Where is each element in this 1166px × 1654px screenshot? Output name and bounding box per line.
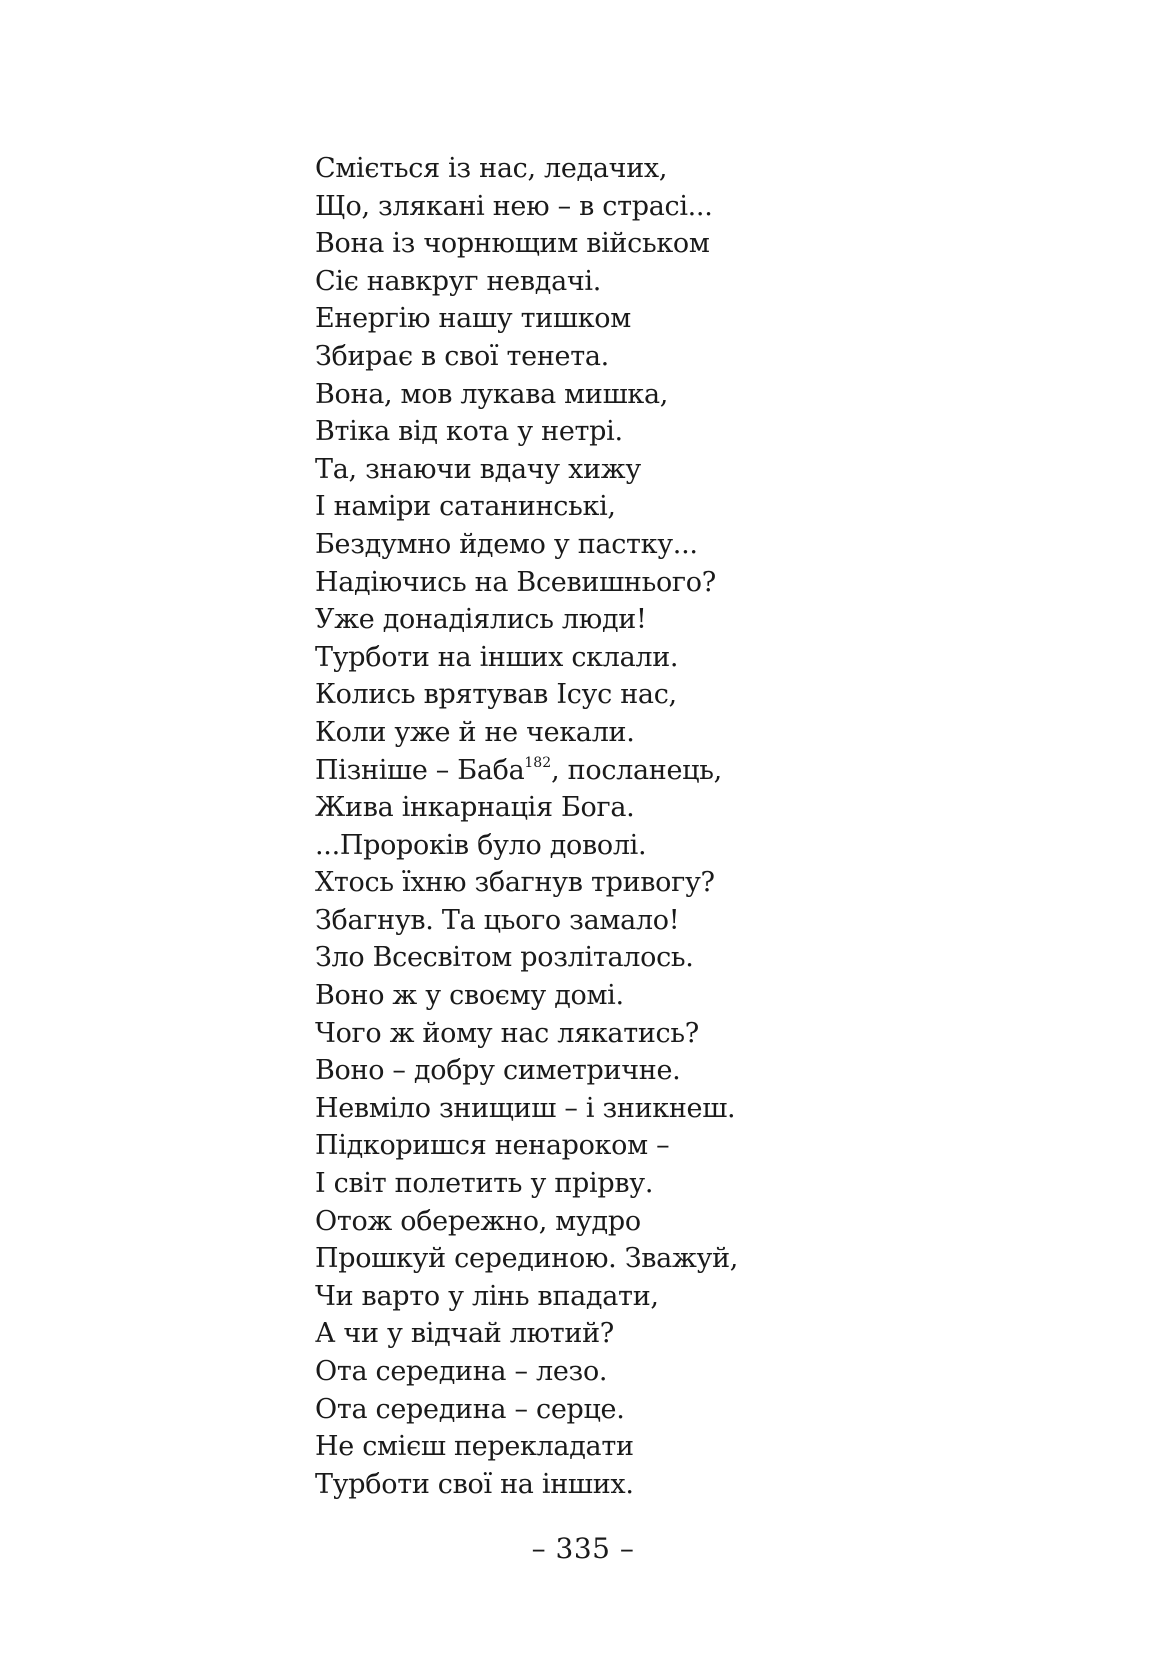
poem-line: Надіючись на Всевишнього? — [315, 566, 716, 598]
poem-line: Прошкуй серединою. Зважуй, — [315, 1243, 739, 1275]
poem-line: Не смієш перекладати — [315, 1431, 634, 1463]
poem-line: Хтось їхню збагнув тривогу? — [315, 867, 715, 899]
poem-line: Колись врятував Ісус нас, — [315, 679, 677, 711]
poem-line: Уже донадіялись люди! — [315, 604, 647, 636]
poem-line: Енергію нашу тишком — [315, 303, 631, 335]
poem-line: Вона із чорнющим військом — [315, 228, 710, 260]
poem-line: Невміло знищиш – і зникнеш. — [315, 1092, 736, 1124]
poem-line-text: Пізніше – Баба — [315, 754, 525, 786]
poem-line: Воно ж у своєму домі. — [315, 980, 624, 1012]
footnote-marker: 182 — [524, 754, 552, 771]
poem-line: Воно – добру симетричне. — [315, 1055, 681, 1087]
page-number: – 335 – — [531, 1532, 635, 1565]
poem-line: Турботи свої на інших. — [315, 1468, 634, 1500]
poem-line: Сіє навкруг невдачі. — [315, 265, 602, 297]
poem-line-text: , посланець, — [551, 754, 722, 786]
poem-line: Турботи на інших склали. — [315, 641, 679, 673]
poem-line: Вона, мов лукава мишка, — [315, 378, 669, 410]
poem-text — [315, 150, 875, 1503]
poem-line: Ота середина – лезо. — [315, 1356, 608, 1387]
poem-line: Сміється із нас, ледачих, — [315, 153, 668, 184]
poem-line: А чи у відчай лютий? — [315, 1318, 614, 1350]
poem-line: Коли уже й не чекали. — [315, 716, 635, 748]
poem-line — [315, 752, 875, 790]
poem-line: Чого ж йому нас лякатись? — [315, 1017, 699, 1049]
poem-line: Зло Всесвітом розліталось. — [315, 942, 694, 974]
poem-line: ...Пророків було доволі. — [315, 829, 647, 861]
poem-line: Збирає в свої тенета. — [315, 340, 609, 372]
poem-line: Отож обережно, мудро — [315, 1205, 641, 1237]
poem-line: Бездумно йдемо у пастку... — [315, 528, 698, 560]
poem-line: Втіка від кота у нетрі. — [315, 416, 623, 448]
poem-line: І наміри сатанинські, — [315, 491, 616, 523]
poem-line: Підкоришся ненароком – — [315, 1130, 670, 1162]
poem-line: І світ полетить у прірву. — [315, 1168, 654, 1200]
poem-line: Чи варто у лінь впадати, — [315, 1280, 659, 1312]
poem-line: Ота середина – серце. — [315, 1393, 625, 1425]
poem-line: Що, злякані нею – в страсі... — [315, 190, 713, 222]
poem-line: Збагнув. Та цього замало! — [315, 904, 680, 936]
poem-line: Та, знаючи вдачу хижу — [315, 453, 641, 485]
poem-line: Жива інкарнація Бога. — [315, 792, 635, 824]
